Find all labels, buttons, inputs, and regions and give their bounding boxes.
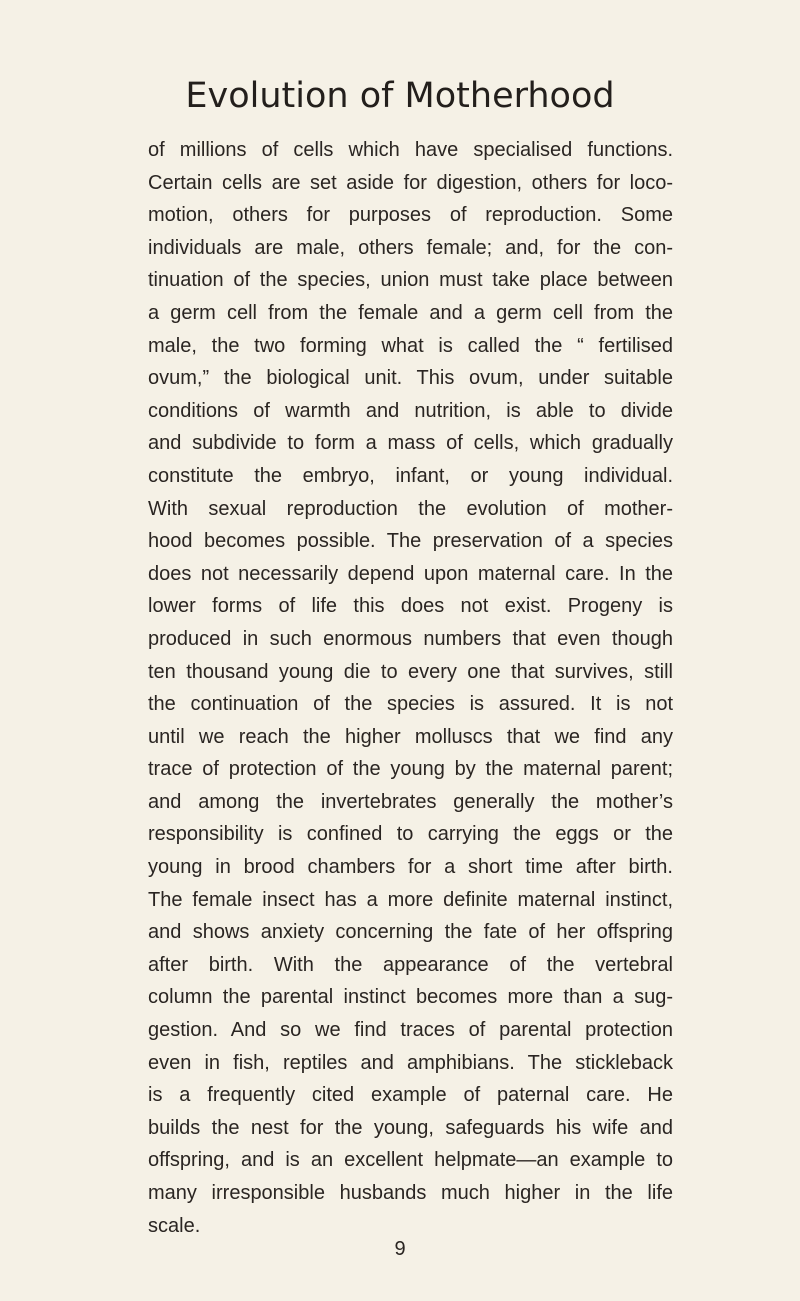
text-line: the continuation of the species is assured. It is not (148, 693, 673, 716)
text-line: a germ cell from the female and a germ cell from the (148, 301, 673, 324)
text-line: The female insect has a more definite maternal instinct, (148, 888, 673, 911)
text-line: constitute the embryo, infant, or young individual. (148, 464, 673, 487)
text-line: even in fish, reptiles and amphibians. The stickleback (148, 1051, 673, 1074)
text-line: and among the invertebrates generally the mother’s (148, 790, 673, 813)
text-line: scale. (148, 1214, 201, 1237)
running-title: Evolution of Motherhood (185, 76, 615, 116)
text-line: With sexual reproduction the evolution of mother- (148, 497, 673, 520)
text-line: Certain cells are set aside for digestion, others for loco- (148, 171, 673, 194)
text-line: responsibility is confined to carrying the eggs or the (148, 823, 673, 846)
text-line: hood becomes possible. The preservation of a species (148, 530, 673, 553)
text-line: and shows anxiety concerning the fate of her offspring (148, 921, 673, 944)
text-line: does not necessarily depend upon maternal care. In the (148, 562, 673, 585)
text-line: produced in such enormous numbers that even though (148, 627, 673, 650)
text-line: offspring, and is an excellent helpmate—an example to (148, 1149, 673, 1172)
text-line: of millions of cells which have specialised functions. (148, 139, 673, 161)
text-line: tinuation of the species, union must take place between (148, 269, 673, 292)
text-line: male, the two forming what is called the “ fertilised (148, 334, 673, 357)
text-line: trace of protection of the young by the maternal parent; (148, 758, 673, 781)
text-line: ovum,” the biological unit. This ovum, under suitable (148, 367, 673, 390)
text-line: young in brood chambers for a short time after birth. (148, 856, 673, 879)
text-line: builds the nest for the young, safeguards his wife and (148, 1116, 673, 1139)
text-line: and subdivide to form a mass of cells, which gradually (148, 432, 673, 455)
text-line: gestion. And so we find traces of parental protection (148, 1019, 673, 1042)
text-line: after birth. With the appearance of the vertebral (148, 953, 673, 976)
text-line: many irresponsible husbands much higher in the life (148, 1182, 673, 1204)
text-line: individuals are male, others female; and, for the con- (148, 236, 673, 259)
text-line: column the parental instinct becomes more than a sug- (148, 986, 673, 1009)
body-text (148, 134, 673, 1242)
text-line: conditions of warmth and nutrition, is able to divide (148, 399, 673, 422)
text-line: until we reach the higher molluscs that we find any (148, 725, 673, 748)
text-line: lower forms of life this does not exist. Progeny is (148, 595, 673, 618)
text-line: ten thousand young die to every one that survives, still (148, 660, 673, 683)
text-line: is a frequently cited example of paternal care. He (148, 1084, 673, 1107)
text-line: motion, others for purposes of reproduction. Some (148, 204, 673, 227)
page-number: 9 (394, 1238, 406, 1260)
